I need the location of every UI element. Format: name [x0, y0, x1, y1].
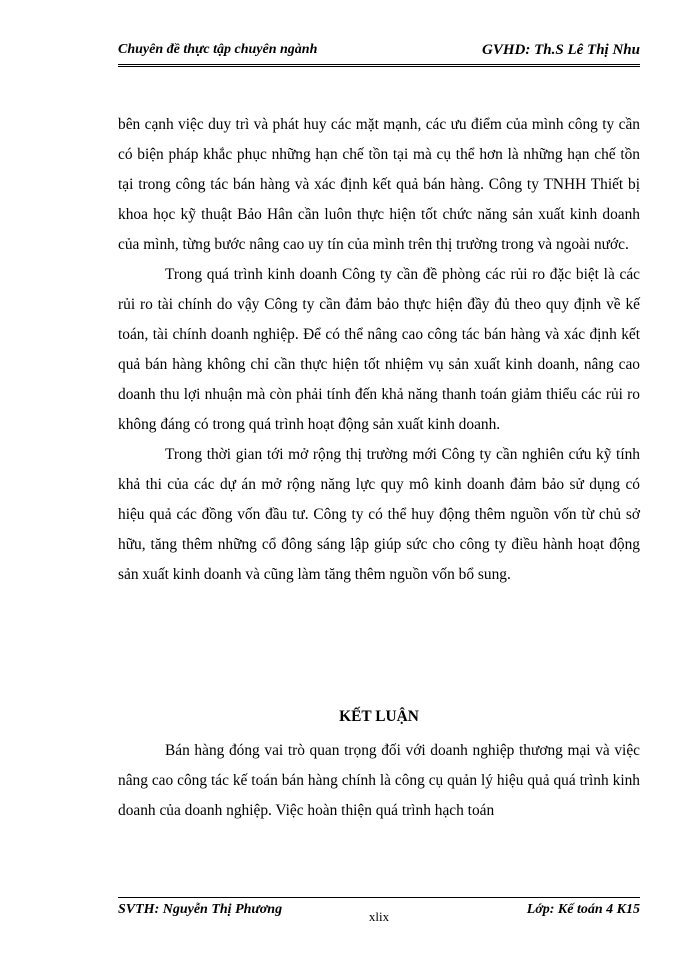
- footer-student: SVTH: Nguyễn Thị Phương: [118, 902, 283, 917]
- page-header: [118, 40, 640, 67]
- paragraph-1: bên cạnh việc duy trì và phát huy các mặt mạnh, các ưu điểm của mình công ty cần có biện pháp khắc phục những hạn chế tồn tại mà cụ thể hơn là những hạn chế tồn tại trong công tác bán hàng và xác định kết quả bán hàng. Công ty TNHH Thiết bị khoa học kỹ thuật Bảo Hân cần luôn thực hiện tốt chức năng sản xuất kinh doanh của mình, từng bước nâng cao uy tín của mình trên thị trường trong và ngoài nước.: [118, 116, 640, 253]
- footer-class: Lớp: Kế toán 4 K15: [526, 902, 640, 917]
- footer-divider: [118, 897, 640, 898]
- conclusion-heading: KẾT LUẬN: [339, 708, 419, 725]
- body-text: [118, 110, 640, 590]
- page-footer: [118, 902, 640, 926]
- paragraph-2: Trong quá trình kinh doanh Công ty cần đề phòng các rủi ro đặc biệt là các rủi ro tài chính do vậy Công ty cần đảm bảo thực hiện đầy đủ theo quy định về kế toán, tài chính doanh nghiệp. Để có thể nâng cao công tác bán hàng và xác định kết quả bán hàng không chỉ cần thực hiện tốt nhiệm vụ sản xuất kinh doanh, nâng cao doanh thu lợi nhuận mà còn phải tính đến khả năng thanh toán giảm thiểu các rủi ro không đáng có trong quá trình hoạt động sản xuất kinh doanh.: [118, 266, 640, 433]
- paragraph-3: Trong thời gian tới mở rộng thị trường mới Công ty cần nghiên cứu kỹ tính khả thi của các dự án mở rộng năng lực quy mô kinh doanh đảm bảo sử dụng có hiệu quả các đồng vốn đầu tư. Công ty có thể huy động thêm nguồn vốn từ chủ sở hữu, tăng thêm những cổ đông sáng lập giúp sức cho công ty điều hành hoạt động sản xuất kinh doanh và cũng làm tăng thêm nguồn vốn bổ sung.: [118, 446, 640, 583]
- header-report-title: Chuyên đề thực tập chuyên ngành: [118, 42, 318, 57]
- conclusion-paragraph: Bán hàng đóng vai trò quan trọng đối với doanh nghiệp thương mại và việc nâng cao công tác kế toán bán hàng chính là công cụ quản lý hiệu quả quá trình kinh doanh của doanh nghiệp. Việc hoàn thiện quá trình hạch toán: [118, 742, 640, 819]
- header-supervisor: GVHD: Th.S Lê Thị Nhu: [482, 42, 640, 58]
- conclusion-body: [118, 736, 640, 826]
- page-number: xlix: [368, 909, 390, 924]
